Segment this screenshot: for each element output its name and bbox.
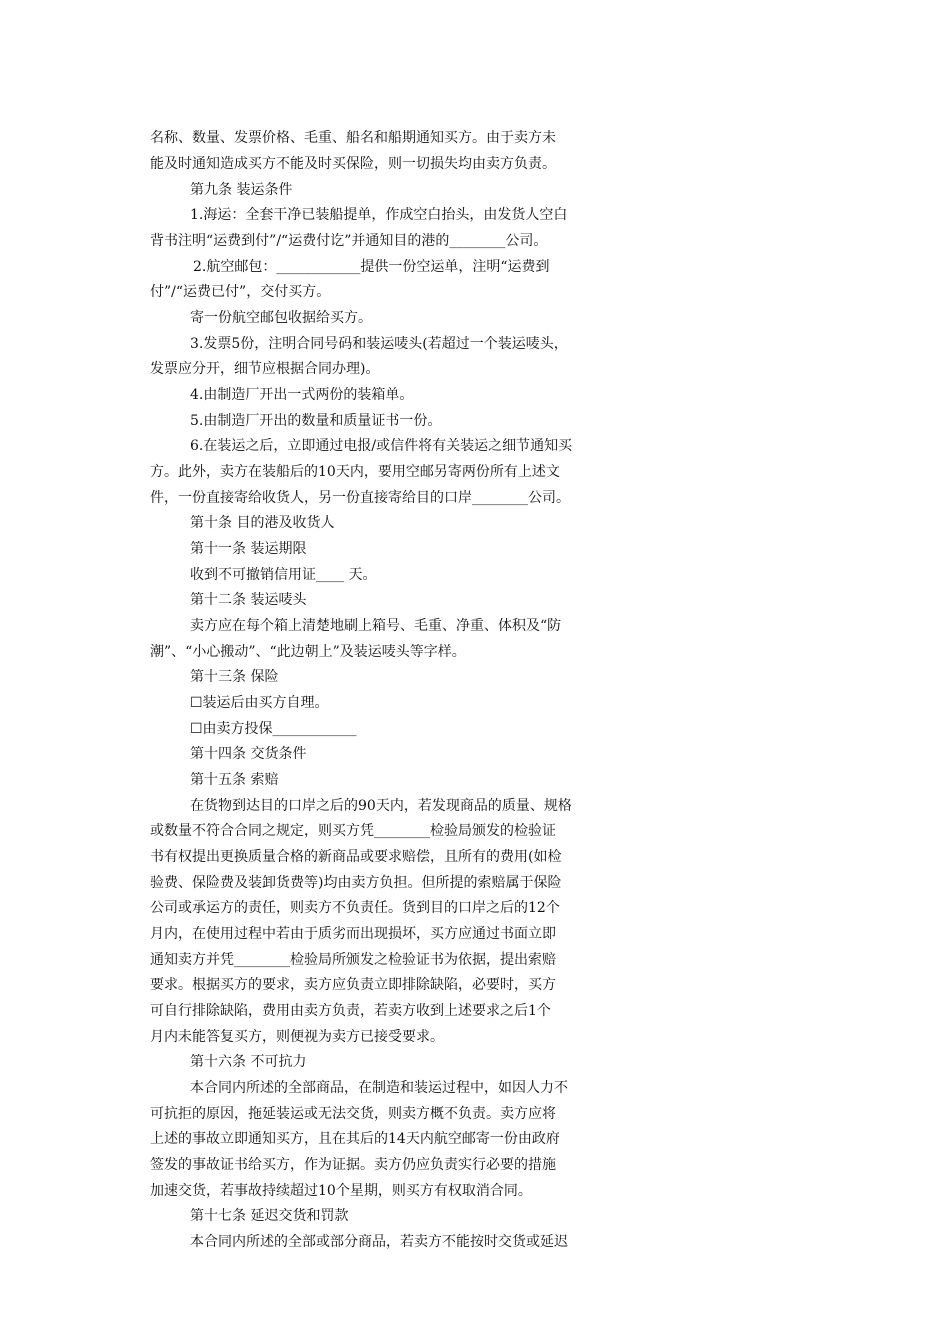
text-line: 3.发票5份，注明合同号码和装运唛头(若超过一个装运唛头， (190, 336, 568, 352)
text-line: 月内未能答复买方，则便视为卖方已接受要求。 (150, 1029, 444, 1045)
text-line: 月内，在使用过程中若由于质劣而出现损坏，买方应通过书面立即 (150, 926, 556, 942)
text-line: 签发的事故证书给买方，作为证据。卖方仍应负责实行必要的措施 (150, 1157, 556, 1173)
text-line: 卖方应在每个箱上清楚地刷上箱号、毛重、净重、体积及“防 (190, 618, 562, 634)
section-heading: 第十一条 装运期限 (190, 541, 307, 557)
text-line: 名称、数量、发票价格、毛重、船名和船期通知买方。由于卖方未 (150, 130, 556, 146)
text-line: 本合同内所述的全部或部分商品，若卖方不能按时交货或延迟 (190, 1234, 568, 1250)
text-line: 本合同内所述的全部商品，在制造和装运过程中，如因人力不 (190, 1080, 568, 1096)
text-line: 发票应分开，细节应根据合同办理)。 (150, 361, 380, 377)
section-heading: 第十七条 延迟交货和罚款 (190, 1208, 349, 1224)
text-line: 上述的事故立即通知买方，且在其后的14天内航空邮寄一份由政府 (150, 1131, 560, 1147)
section-heading: 第十条 目的港及收货人 (190, 515, 335, 531)
text-line: 方。此外，卖方在装船后的10天内，要用空邮另寄两份所有上述文 (150, 464, 560, 480)
text-line: 寄一份航空邮包收据给买方。 (190, 310, 372, 326)
checkbox-option: ☐由卖方投保____________ (190, 721, 357, 737)
text-line: 2.航空邮包：____________提供一份空运单，注明“运费到 (193, 259, 550, 275)
section-heading: 第十三条 保险 (190, 669, 279, 685)
text-line: 书有权提出更换质量合格的新商品或要求赔偿，且所有的费用(如检 (150, 849, 562, 865)
text-line: 通知卖方并凭________检验局所颁发之检验证书为依据，提出索赔 (150, 952, 556, 968)
text-line: 验费、保险费及装卸货费等)均由卖方负担。但所提的索赔属于保险 (150, 875, 562, 891)
text-line: 或数量不符合合同之规定，则买方凭________检验局颁发的检验证 (150, 823, 556, 839)
text-line: 4.由制造厂开出一式两份的装箱单。 (190, 387, 414, 403)
text-line: 加速交货，若事故持续超过10个星期，则买方有权取消合同。 (150, 1183, 532, 1199)
section-heading: 第十二条 装运唛头 (190, 592, 307, 608)
text-line: 付”/“运费已付”，交付买方。 (150, 284, 331, 300)
text-line: 潮”、“小心搬动”、“此边朝上”及装运唛头等字样。 (150, 644, 466, 660)
checkbox-option: ☐装运后由买方自理。 (190, 695, 329, 711)
section-heading: 第九条 装运条件 (190, 182, 293, 198)
text-line: 在货物到达目的口岸之后的90天内，若发现商品的质量、规格 (190, 798, 572, 814)
section-heading: 第十五条 索赔 (190, 772, 279, 788)
text-line: 6.在装运之后，立即通过电报/或信件将有关装运之细节通知买 (190, 438, 573, 454)
text-line: 要求。根据买方的要求，卖方应负责立即排除缺陷，必要时，买方 (150, 977, 556, 993)
text-line: 收到不可撤销信用证____ 天。 (190, 567, 377, 583)
text-line: 1.海运：全套干净已装船提单，作成空白抬头，由发货人空白 (190, 207, 568, 223)
text-line: 可抗拒的原因，拖延装运或无法交货，则卖方概不负责。卖方应将 (150, 1106, 556, 1122)
section-heading: 第十六条 不可抗力 (190, 1054, 307, 1070)
text-line: 可自行排除缺陷，费用由卖方负责，若卖方收到上述要求之后1个 (150, 1003, 551, 1019)
text-line: 件，一份直接寄给收货人，另一份直接寄给目的口岸________公司。 (150, 490, 570, 506)
text-line: 5.由制造厂开出的数量和质量证书一份。 (190, 413, 442, 429)
text-line: 公司或承运方的责任，则卖方不负责任。货到目的口岸之后的12个 (150, 900, 560, 916)
section-heading: 第十四条 交货条件 (190, 746, 307, 762)
text-line: 背书注明“运费到付”/“运费付讫”并通知目的港的________公司。 (150, 233, 548, 249)
text-line: 能及时通知造成买方不能及时买保险，则一切损失均由卖方负责。 (150, 156, 556, 172)
